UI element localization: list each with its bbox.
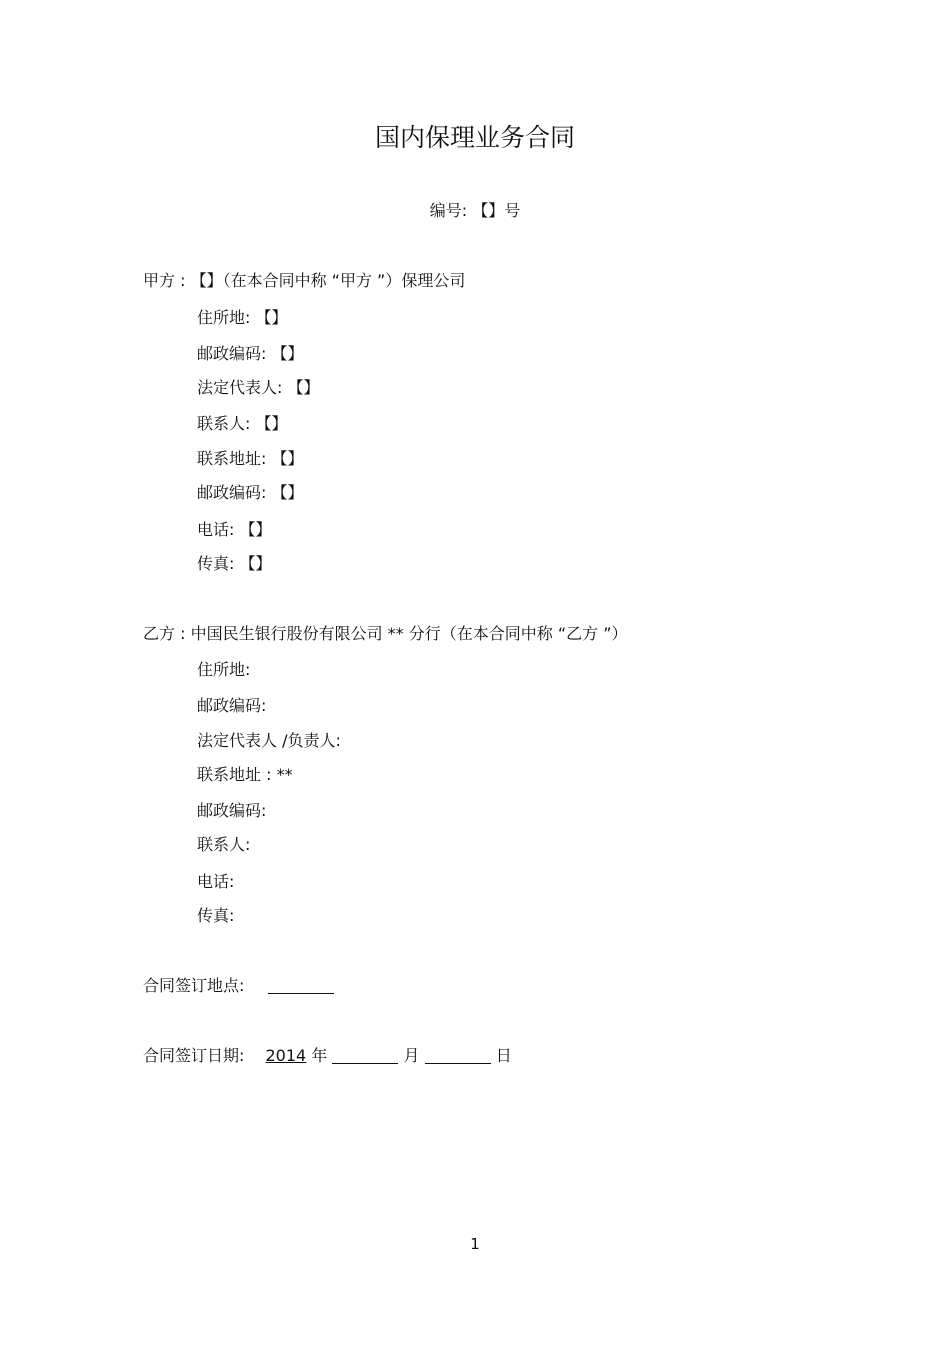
party-a-address: 住所地: 【】 (197, 308, 288, 327)
page-number: 1 (470, 1235, 480, 1253)
party-a-contact-postcode: 邮政编码: 【】 (197, 483, 304, 502)
contract-number: 编号: 【】号 (429, 201, 521, 220)
sign-date-day-blank (425, 1046, 491, 1064)
party-a-fax: 传真: 【】 (197, 554, 272, 573)
party-b-contact-address: 联系地址 : ** (197, 765, 293, 784)
party-a-contact: 联系人: 【】 (197, 414, 288, 433)
sign-date-year-unit: 年 (311, 1046, 328, 1065)
party-b-contact-postcode: 邮政编码: (197, 801, 267, 820)
party-a-header: 甲方 : 【】（在本合同中称 “甲方 ”）保理公司 (143, 271, 466, 290)
sign-date-day-unit: 日 (495, 1046, 512, 1065)
party-a-legal-rep: 法定代表人: 【】 (197, 378, 320, 397)
contract-title: 国内保理业务合同 (374, 123, 575, 152)
party-b-fax: 传真: (197, 906, 235, 925)
sign-place-row (143, 973, 334, 996)
sign-place-label: 合同签订地点: (143, 976, 245, 995)
sign-date-label: 合同签订日期: (143, 1046, 245, 1065)
party-b-address: 住所地: (197, 660, 251, 679)
party-b-contact: 联系人: (197, 835, 251, 854)
party-b-postcode: 邮政编码: (197, 696, 267, 715)
party-b-phone: 电话: (197, 872, 235, 891)
sign-date-month-blank (332, 1046, 398, 1064)
sign-date-year: 2014 (265, 1046, 307, 1065)
party-a-contact-address: 联系地址: 【】 (197, 449, 304, 468)
party-b-legal-rep: 法定代表人 /负责人: (197, 731, 341, 750)
party-a-postcode: 邮政编码: 【】 (197, 344, 304, 363)
sign-place-blank (268, 976, 334, 994)
party-a-phone: 电话: 【】 (197, 520, 272, 539)
party-b-header: 乙方 : 中国民生银行股份有限公司 ** 分行（在本合同中称 “乙方 ”） (143, 624, 628, 643)
sign-date-month-unit: 月 (403, 1046, 420, 1065)
sign-date-row (143, 1043, 512, 1066)
